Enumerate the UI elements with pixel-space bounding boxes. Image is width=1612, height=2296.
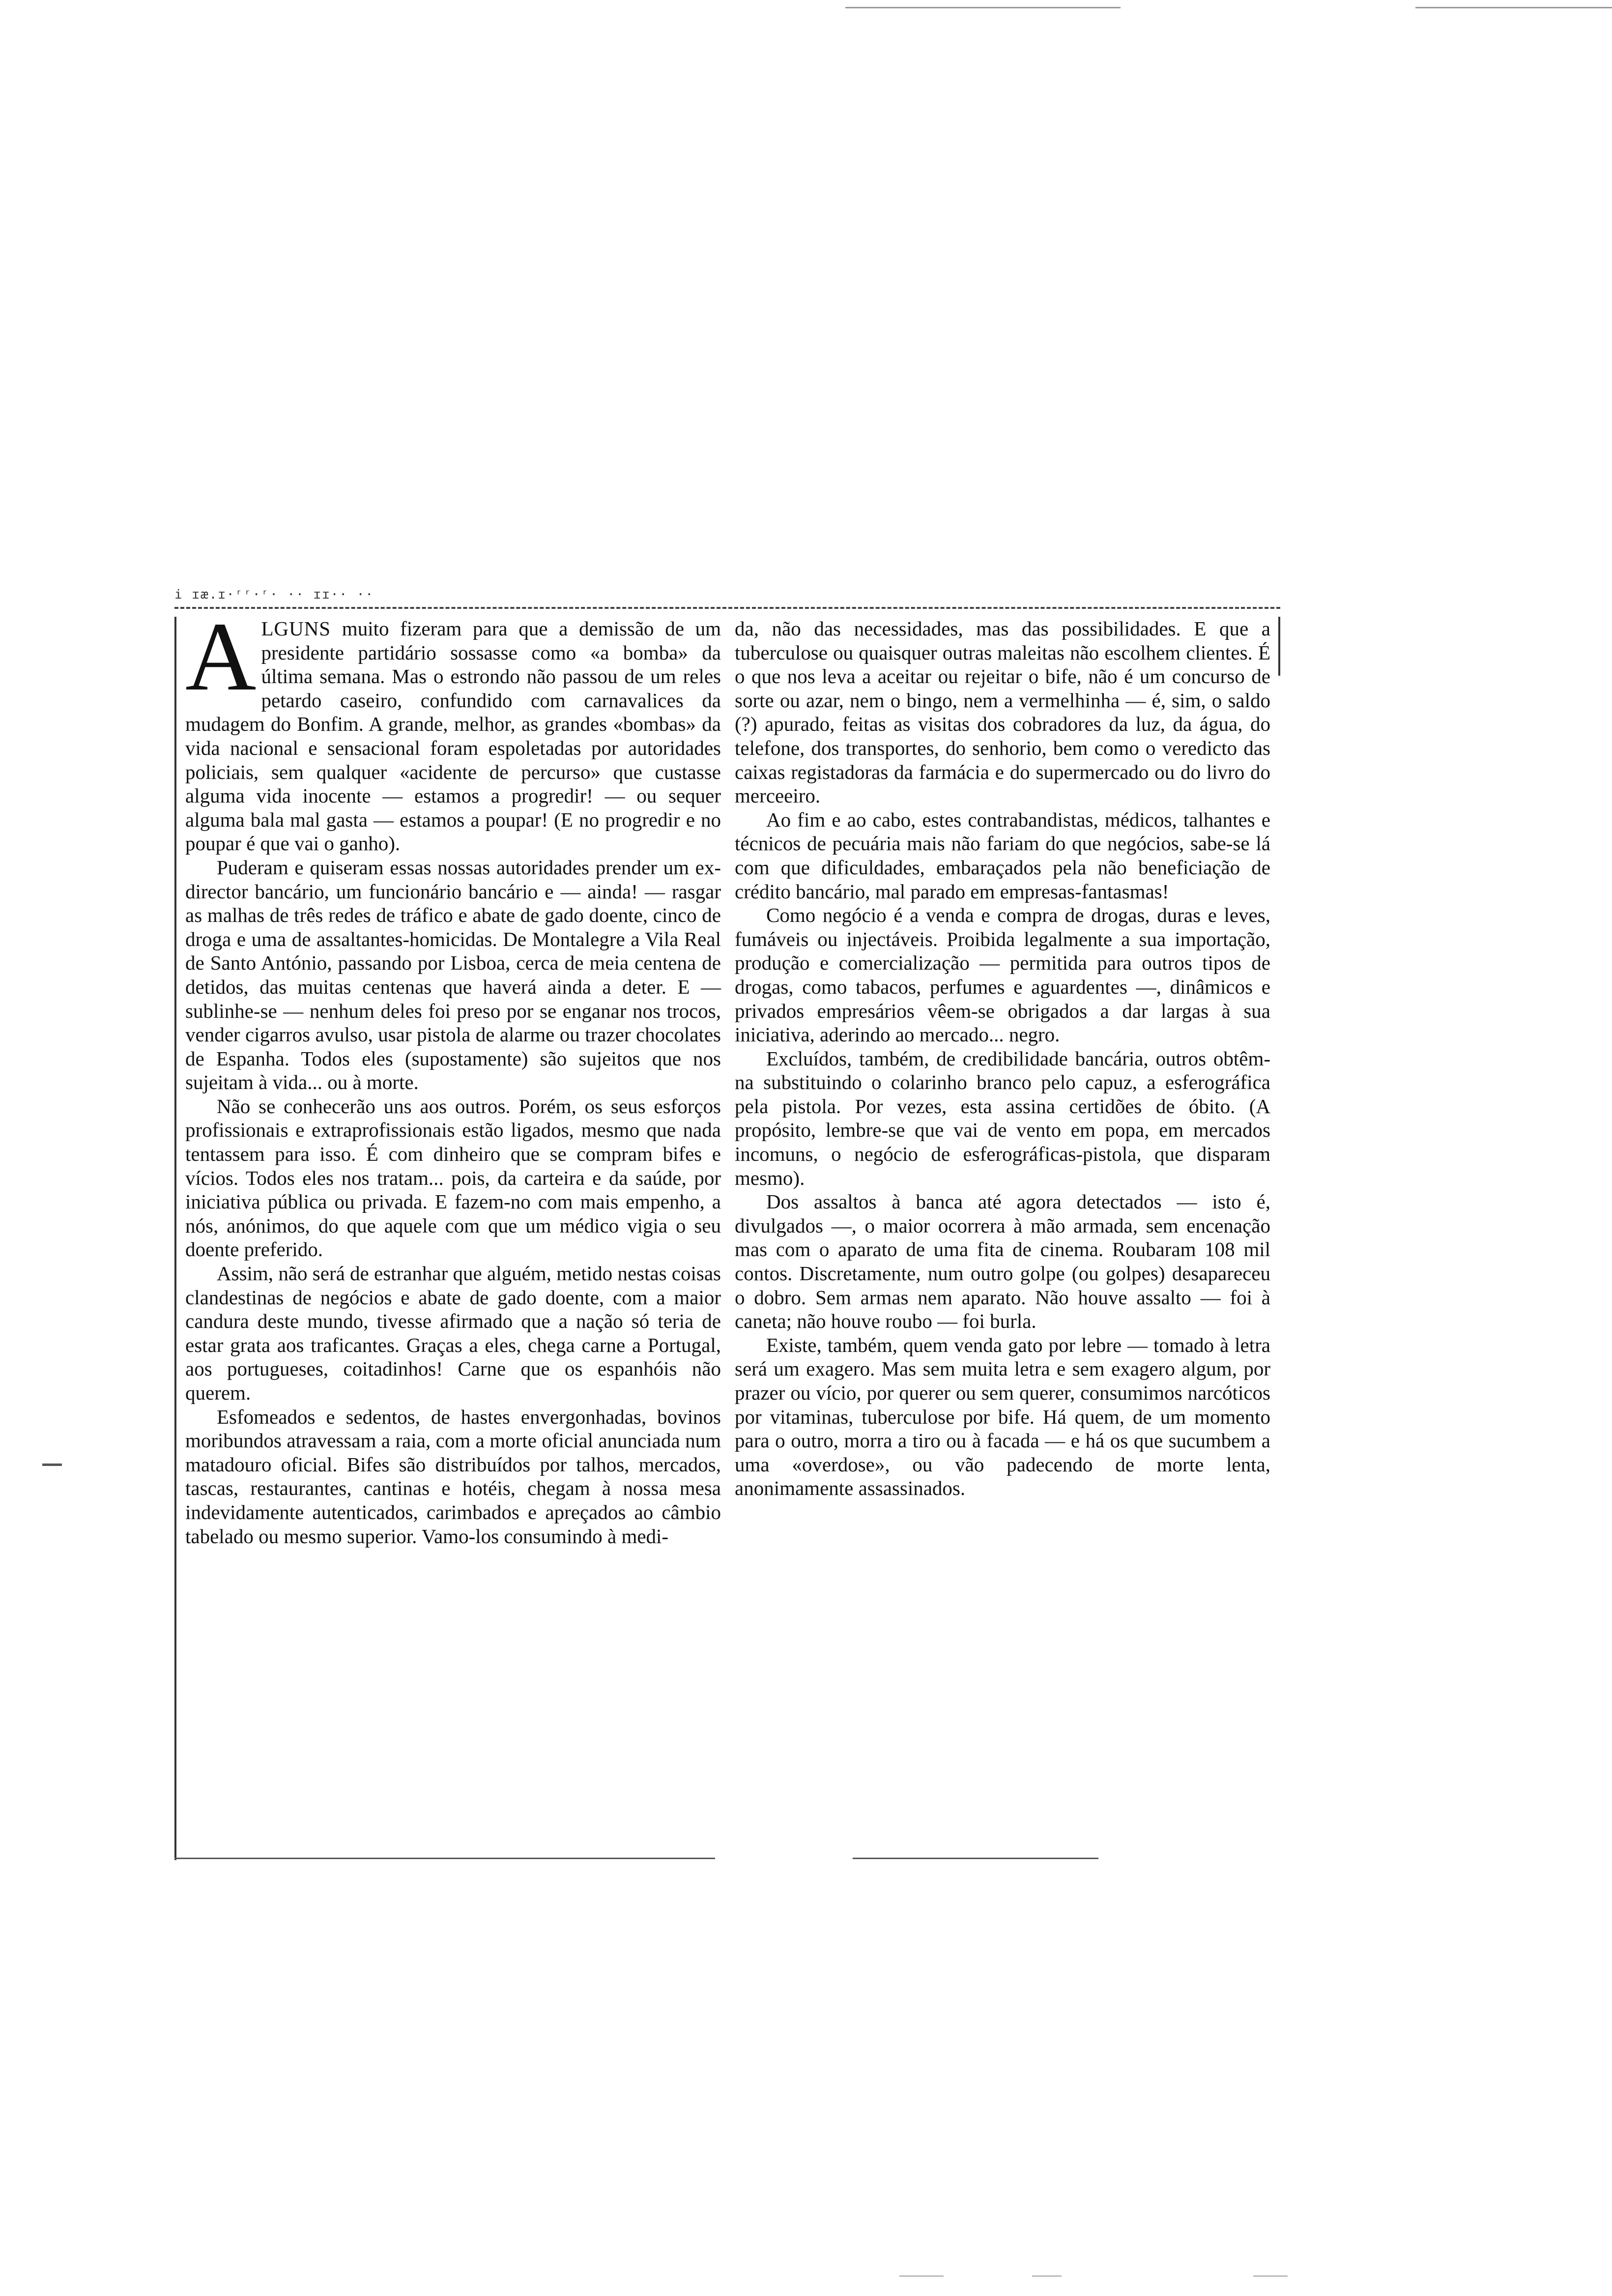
lead-word: LGUNS <box>261 617 331 640</box>
column-rule-left <box>174 617 176 1860</box>
article-paragraph: Puderam e quiseram essas nossas autoridades prender um ex-director bancário, um funcionário bancário e — ainda! — rasgar as malhas de três redes de tráfico e abate de gado doente, cinco de droga e uma de assaltantes-homicidas. De Montalegre a Vila Real de Santo António, passando por Lisboa, cerca de meia centena de detidos, das muitas centenas que haverá ainda a deter. E — sublinhe-se — nenhum deles foi preso por se enganar nos trocos, vender cigarros avulso, usar pistola de alarme ou trazer chocolates de Espanha. Todos eles (supostamente) são sujeitos que nos sujeitam à vida... ou à morte. <box>185 856 721 1094</box>
article-paragraph: Ao fim e ao cabo, estes contrabandistas, médicos, talhantes e técnicos de pecuária mais não fariam do que negócios, sabe-se lá com que dificuldades, embaraçados pela não beneficiação de crédito bancário, mal parado em empresas-fantasmas! <box>735 808 1270 903</box>
scan-artifact-mark <box>42 1464 62 1466</box>
article-paragraph: Excluídos, também, de credibilidade bancária, outros obtêm-na substituindo o colarinho branco pelo capuz, a esferográfica pela pistola. Por vezes, esta assina certidões de óbito. (A propósito, lembre-se que vai de vento em popa, em mercados incomuns, o negócio de esferográficas-pistola, que disparam mesmo). <box>735 1047 1270 1189</box>
article-paragraph: Assim, não será de estranhar que alguém, metido nestas coisas clandestinas de negócios e abate de gado doente, com a maior candura deste mundo, tivesse afirmado que a nação só teria de estar grata aos traficantes. Graças a eles, chega carne a Portugal, aos portugueses, coitadinhos! Carne que os espanhóis não querem. <box>185 1262 721 1404</box>
bottom-rule <box>853 1858 1098 1859</box>
article-paragraph <box>185 603 721 856</box>
paragraph-text: muito fizeram para que a demissão de um presidente partidário sossasse como «a bomba» da última semana. Mas o estrondo não passou de um reles petardo caseiro, confundido com carnavalices da mudagem do Bonfim. A grande, melhor, as grandes «bombas» da vida nacional e sensacional foram espoletadas por autoridades policiais, sem qualquer «acidente de percurso» que custasse alguma vida inocente — estamos a progredir! — ou sequer alguma bala mal gasta — estamos a poupar! (E no progredir e no poupar é que vai o ganho). <box>185 617 721 855</box>
header-noise-strip: i ɪæ.ɪ·ʳʳ·ʳ· ·· ɪɪ·· ·· <box>174 587 1280 609</box>
column-rule-right <box>1278 617 1280 676</box>
article-paragraph: Esfomeados e sedentos, de hastes envergonhadas, bovinos moribundos atravessam a raia, com a morte oficial anunciada num matadouro oficial. Bifes são distribuídos por talhos, mercados, tascas, restaurantes, cantinas e hotéis, chegam à nossa mesa indevidamente autenticados, carimbados e apreçados ao câmbio tabelado ou mesmo superior. Vamo-los consumindo à medi- <box>185 1405 721 1548</box>
article-paragraph: Não se conhecerão uns aos outros. Porém, os seus esforços profissionais e extraprofissionais estão ligados, mesmo que nada tentassem para isso. É com dinheiro que se compram bifes e vícios. Todos eles nos tratam... pois, da carteira e da saúde, por iniciativa pública ou privada. E fazem-no com mais empenho, a nós, anónimos, do que aquele com que um médico vigia o seu doente preferido. <box>185 1094 721 1261</box>
article-column-left <box>185 603 721 1548</box>
article-paragraph: Como negócio é a venda e compra de drogas, duras e leves, fumáveis ou injectáveis. Proibida legalmente a sua importação, produção e comercialização — permitida para outros tipos de drogas, como tabacos, perfumes e aguardentes —, dinâmicos e privados empresários vêem-se obrigados a dar largas à sua iniciativa, aderindo ao mercado... negro. <box>735 904 1270 1046</box>
article-paragraph: Existe, também, quem venda gato por lebre — tomado à letra será um exagero. Mas sem muita letra e sem exagero algum, por prazer ou vício, por querer ou sem querer, consumimos narcóticos por vitaminas, tuberculose por bife. Há quem, de um momento para o outro, morra a tiro ou à facada — e há os que sucumbem a uma «overdose», ou vão padecendo de morte lenta, anonimamente assassinados. <box>735 1333 1270 1500</box>
scan-artifact-dash <box>899 2275 944 2277</box>
article-paragraph: da, não das necessidades, mas das possibilidades. E que a tuberculose ou quaisquer outras maleitas não escolhem clientes. É o que nos leva a aceitar ou rejeitar o bife, não é um concurso de sorte ou azar, nem o bingo, nem a vermelhinha — é, sim, o saldo (?) apurado, feitas as visitas dos cobradores da luz, da água, do telefone, dos transportes, do senhorio, bem como o veredicto das caixas registadoras da farmácia e do supermercado ou do livro do merceeiro. <box>735 617 1270 807</box>
newspaper-clipping <box>174 577 1280 1867</box>
article-paragraph: Dos assaltos à banca até agora detectados — isto é, divulgados —, o maior ocorrera à mão armada, sem encenação mas com o aparato de uma fita de cinema. Roubaram 108 mil contos. Discretamente, num outro golpe (ou golpes) desapareceu o dobro. Sem armas nem aparato. Não houve assalto — foi à caneta; não houve roubo — foi burla. <box>735 1190 1270 1333</box>
scan-artifact-line <box>845 7 1121 8</box>
bottom-rule <box>174 1858 715 1859</box>
drop-cap: A <box>185 603 257 711</box>
article-column-right <box>735 617 1270 1500</box>
scan-artifact-dash <box>1032 2275 1062 2277</box>
scan-artifact-dash <box>1253 2275 1288 2277</box>
scan-artifact-line <box>1415 7 1612 8</box>
